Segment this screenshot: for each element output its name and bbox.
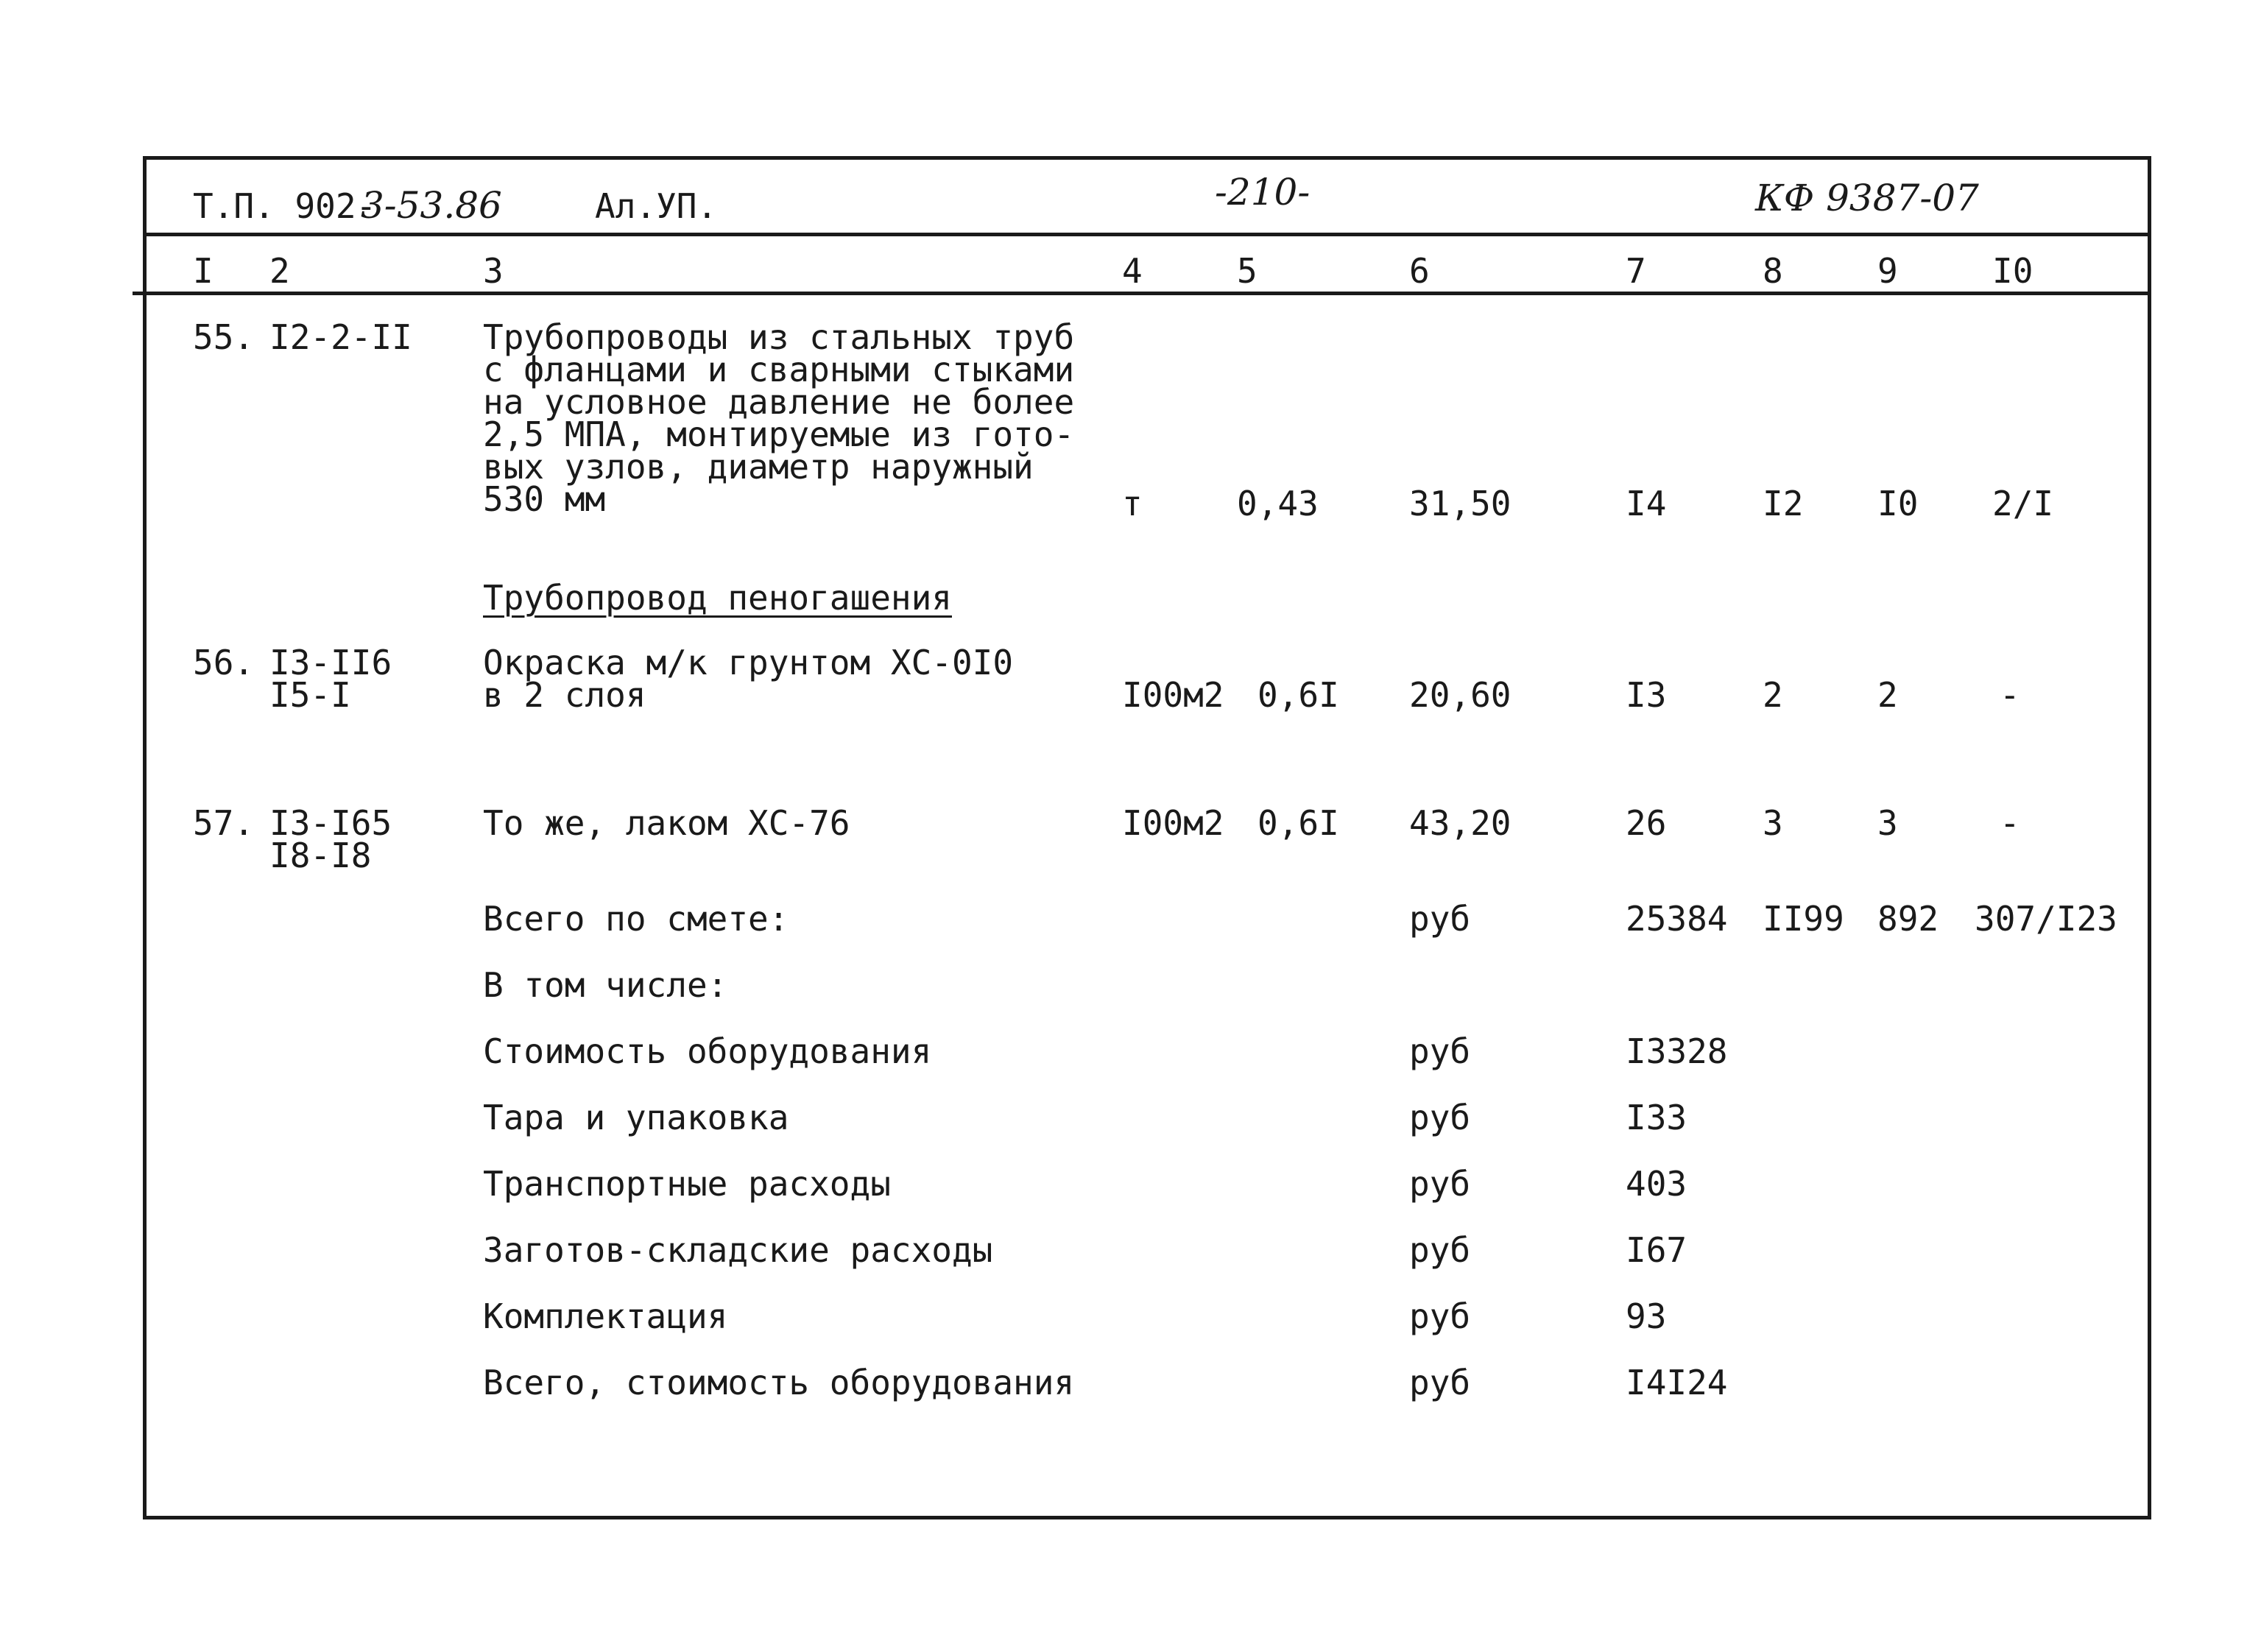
summary-unit: руб [1409, 1230, 1471, 1270]
document-code: КФ 9387-07 [1755, 177, 1979, 219]
row-code: I3-II6 [269, 643, 392, 682]
summary-unit: руб [1409, 1098, 1471, 1137]
summary-label: Комплектация [483, 1296, 728, 1336]
row-description: на условное давление не более [483, 382, 1075, 422]
column-header: I [193, 251, 214, 291]
summary-value: 403 [1626, 1164, 1687, 1204]
row-description: То же, лаком ХС-76 [483, 803, 850, 843]
row-description: 530 мм [483, 479, 606, 519]
row-code: I5-I [269, 675, 351, 715]
row-quantity: 0,6I [1258, 675, 1339, 715]
summary-label: Транспортные расходы [483, 1164, 891, 1204]
row-unit: I00м2 [1122, 675, 1224, 715]
row-col10: 2/I [1992, 484, 2054, 523]
row-unit: I00м2 [1122, 803, 1224, 843]
row-col10: - [2000, 803, 2020, 843]
totals-col7: 25384 [1626, 899, 1728, 939]
row-unit: т [1122, 484, 1143, 523]
summary-unit: руб [1409, 1296, 1471, 1336]
row-description: с фланцами и сварными стыками [483, 350, 1075, 389]
row-description: вых узлов, диаметр наружный [483, 447, 1034, 487]
row-price: 43,20 [1409, 803, 1512, 843]
column-header: 9 [1877, 251, 1898, 291]
summary-unit: руб [1409, 1031, 1471, 1071]
summary-value: I3328 [1626, 1031, 1728, 1071]
totals-col9: 892 [1877, 899, 1939, 939]
totals-col10: 307/I23 [1975, 899, 2117, 939]
summary-label: Тара и упаковка [483, 1098, 789, 1137]
row-code: I3-I65 [269, 803, 392, 843]
row-code: I8-I8 [269, 836, 372, 875]
row-col9: 2 [1877, 675, 1898, 715]
summary-label: Заготов-складские расходы [483, 1230, 993, 1270]
row-description: в 2 слоя [483, 675, 646, 715]
row-number: 55. [193, 317, 255, 357]
row-code: I2-2-II [269, 317, 412, 357]
row-col9: 3 [1877, 803, 1898, 843]
totals-unit: руб [1409, 899, 1471, 939]
header-divider [143, 233, 2151, 236]
column-header: 4 [1122, 251, 1143, 291]
row-col7: I4 [1626, 484, 1667, 523]
row-col9: I0 [1877, 484, 1919, 523]
page-number: -210- [1215, 171, 1311, 213]
column-header: 8 [1763, 251, 1783, 291]
row-description: Окраска м/к грунтом ХС-0I0 [483, 643, 1014, 682]
row-col8: 2 [1763, 675, 1783, 715]
summary-value: 93 [1626, 1296, 1667, 1336]
row-col10: - [2000, 675, 2020, 715]
summary-unit: руб [1409, 1363, 1471, 1402]
row-col7: 26 [1626, 803, 1667, 843]
row-price: 20,60 [1409, 675, 1512, 715]
summary-value: I4I24 [1626, 1363, 1728, 1402]
column-header: 5 [1237, 251, 1258, 291]
row-number: 57. [193, 803, 255, 843]
tp-prefix: Т.П. 902- [193, 186, 377, 226]
totals-label: Всего по смете: [483, 899, 789, 939]
row-col8: 3 [1763, 803, 1783, 843]
album-label: Ал.УП. [595, 186, 718, 226]
summary-value: I33 [1626, 1098, 1687, 1137]
column-header: 2 [269, 251, 290, 291]
tp-handwritten: 3-53.86 [361, 184, 502, 227]
summary-label: Стоимость оборудования [483, 1031, 932, 1071]
row-col8: I2 [1763, 484, 1804, 523]
section-title: Трубопровод пеногашения [483, 578, 952, 618]
column-header: 7 [1626, 251, 1646, 291]
column-header: 3 [483, 251, 504, 291]
row-price: 31,50 [1409, 484, 1512, 523]
column-header: 6 [1409, 251, 1430, 291]
totals-col8: II99 [1763, 899, 1844, 939]
row-description: 2,5 МПА, монтируемые из гото- [483, 414, 1075, 454]
column-header-divider [133, 292, 2151, 295]
summary-label: Всего, стоимость оборудования [483, 1363, 1075, 1402]
row-description: Трубопроводы из стальных труб [483, 317, 1075, 357]
row-quantity: 0,6I [1258, 803, 1339, 843]
including-label: В том числе: [483, 965, 728, 1005]
row-number: 56. [193, 643, 255, 682]
summary-unit: руб [1409, 1164, 1471, 1204]
row-quantity: 0,43 [1237, 484, 1319, 523]
row-col7: I3 [1626, 675, 1667, 715]
column-header: I0 [1992, 251, 2034, 291]
summary-value: I67 [1626, 1230, 1687, 1270]
